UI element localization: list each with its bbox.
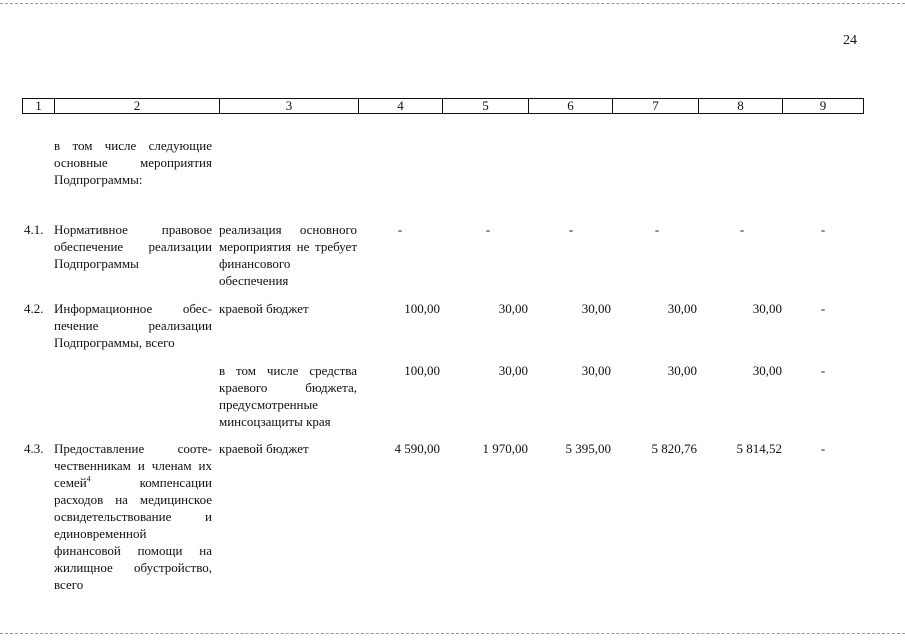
funding-source: краевой бюджет [219, 301, 309, 316]
value-col-7: 30,00 [667, 363, 697, 378]
scan-edge-bottom [0, 633, 905, 634]
value-col-4: 4 590,00 [394, 441, 440, 456]
value-col-5: 1 970,00 [482, 441, 528, 456]
row-number: 4.1. [24, 222, 44, 237]
footnote-mark: 4 [86, 474, 91, 484]
value-col-8: 30,00 [752, 301, 782, 316]
table-header-row [22, 98, 864, 114]
funding-source: реализация основного мероприятия не требует финансового обеспечения [219, 222, 357, 288]
activity-name-part: компенсации расходов на медицинское освидетельствование и единовременной финансовой помощи на жилищное обустройство, всего [54, 475, 212, 592]
scan-edge-top [0, 3, 905, 4]
activity-name-part: Предоставление соотечественникам и членам их семей [54, 441, 212, 490]
activity-name: Информационное обеспечение реализации Подпрограммы, всего [54, 301, 212, 350]
activity-name [54, 440, 212, 593]
value-col-5: 30,00 [498, 301, 528, 316]
activity-name: Нормативное правовое обеспечение реализации Подпрограммы [54, 222, 212, 271]
header-col-9: 9 [819, 98, 827, 113]
header-col-6: 6 [529, 99, 613, 113]
value-col-9: - [820, 301, 826, 316]
row-number: 4.2. [24, 301, 44, 316]
value-col-7: - [654, 222, 660, 237]
value-col-9: - [820, 441, 826, 456]
header-col-1: 1 [23, 99, 55, 113]
header-col-7: 7 [613, 99, 699, 113]
value-col-9: - [820, 222, 826, 237]
value-col-6: - [568, 222, 574, 237]
header-col-4: 4 [359, 99, 443, 113]
activity-name: в том числе следующие основные мероприятия Подпрограммы: [54, 138, 212, 187]
value-col-4: 100,00 [404, 363, 440, 378]
value-col-8: - [739, 222, 745, 237]
value-col-8: 30,00 [752, 363, 782, 378]
header-col-3: 3 [220, 99, 359, 113]
value-col-5: - [485, 222, 491, 237]
value-col-8: 5 814,52 [736, 441, 782, 456]
value-col-4: 100,00 [404, 301, 440, 316]
header-col-5: 5 [443, 99, 529, 113]
value-col-7: 5 820,76 [651, 441, 697, 456]
value-col-4: - [397, 222, 403, 237]
header-col-2: 2 [55, 99, 220, 113]
value-col-6: 5 395,00 [565, 441, 611, 456]
page-number: 24 [843, 33, 857, 48]
funding-source: в том числе средства краевого бюджета, предусмотренные минсоцзащиты края [219, 363, 357, 429]
funding-source: краевой бюджет [219, 441, 309, 456]
value-col-7: 30,00 [667, 301, 697, 316]
header-col-8: 8 [699, 99, 783, 113]
value-col-5: 30,00 [498, 363, 528, 378]
value-col-6: 30,00 [581, 363, 611, 378]
row-number: 4.3. [24, 441, 44, 456]
value-col-6: 30,00 [581, 301, 611, 316]
value-col-9: - [820, 363, 826, 378]
